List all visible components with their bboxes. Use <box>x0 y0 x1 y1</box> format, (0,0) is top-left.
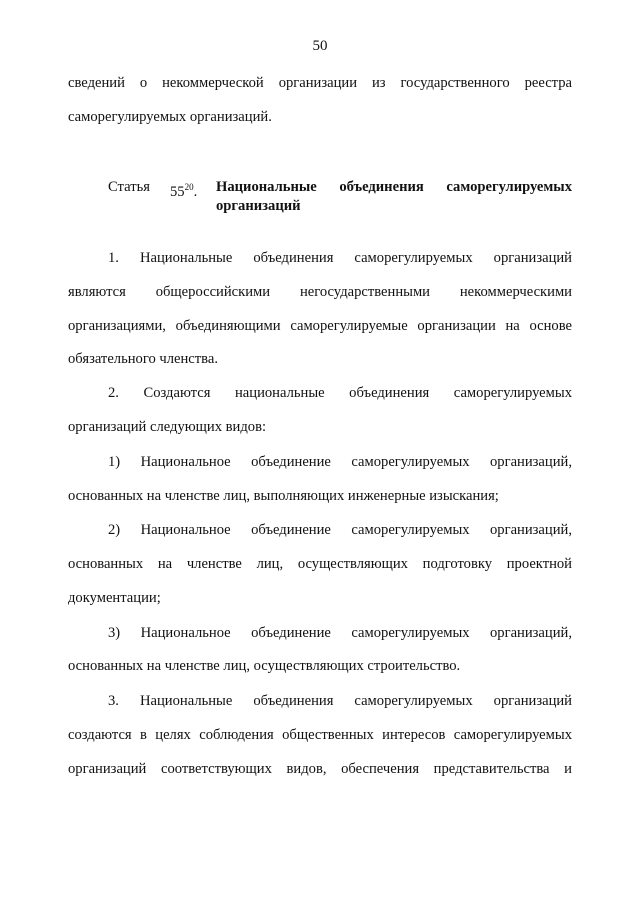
item1-line-2: основанных на членстве лиц, выполняющих инженерные изыскания; <box>68 488 499 504</box>
page-number: 50 <box>312 38 328 54</box>
article-number-sup: 20 <box>184 182 194 192</box>
article-number <box>170 178 197 201</box>
item2-line-1: 2) Национальное объединение саморегулируемых организаций, <box>108 522 572 538</box>
item3-line-2: основанных на членстве лиц, осуществляющих строительство. <box>68 658 461 674</box>
item1-line-1: 1) Национальное объединение саморегулируемых организаций, <box>108 454 572 470</box>
p3-line-1: 3. Национальные объединения саморегулируемых организаций <box>108 693 572 709</box>
item2-line-2: основанных на членстве лиц, осуществляющих подготовку проектной <box>68 556 572 572</box>
p3-line-2: создаются в целях соблюдения общественных интересов саморегулируемых <box>68 727 572 743</box>
p2-line-2: организаций следующих видов: <box>68 419 267 435</box>
article-number-dot: . <box>193 184 198 200</box>
p1-line-2: являются общероссийскими негосударственными некоммерческими <box>68 284 572 300</box>
article-label: Статья <box>108 179 150 195</box>
article-title-line-1: Национальные объединения саморегулируемых <box>216 179 572 195</box>
item2-line-3: документации; <box>68 590 161 606</box>
intro-line-2: саморегулируемых организаций. <box>68 109 272 125</box>
p3-line-3: организаций соответствующих видов, обеспечения представительства и <box>68 761 572 777</box>
item3-line-1: 3) Национальное объединение саморегулируемых организаций, <box>108 625 572 641</box>
p1-line-3: организациями, объединяющими саморегулируемые организации на основе <box>68 318 572 334</box>
intro-line-1: сведений о некоммерческой организации из государственного реестра <box>68 75 572 91</box>
p1-line-4: обязательного членства. <box>68 351 218 367</box>
p1-line-1: 1. Национальные объединения саморегулируемых организаций <box>108 250 572 266</box>
p2-line-1: 2. Создаются национальные объединения саморегулируемых <box>108 385 572 401</box>
article-number-main: 55 <box>170 184 185 200</box>
article-title-line-2: организаций <box>216 198 301 214</box>
